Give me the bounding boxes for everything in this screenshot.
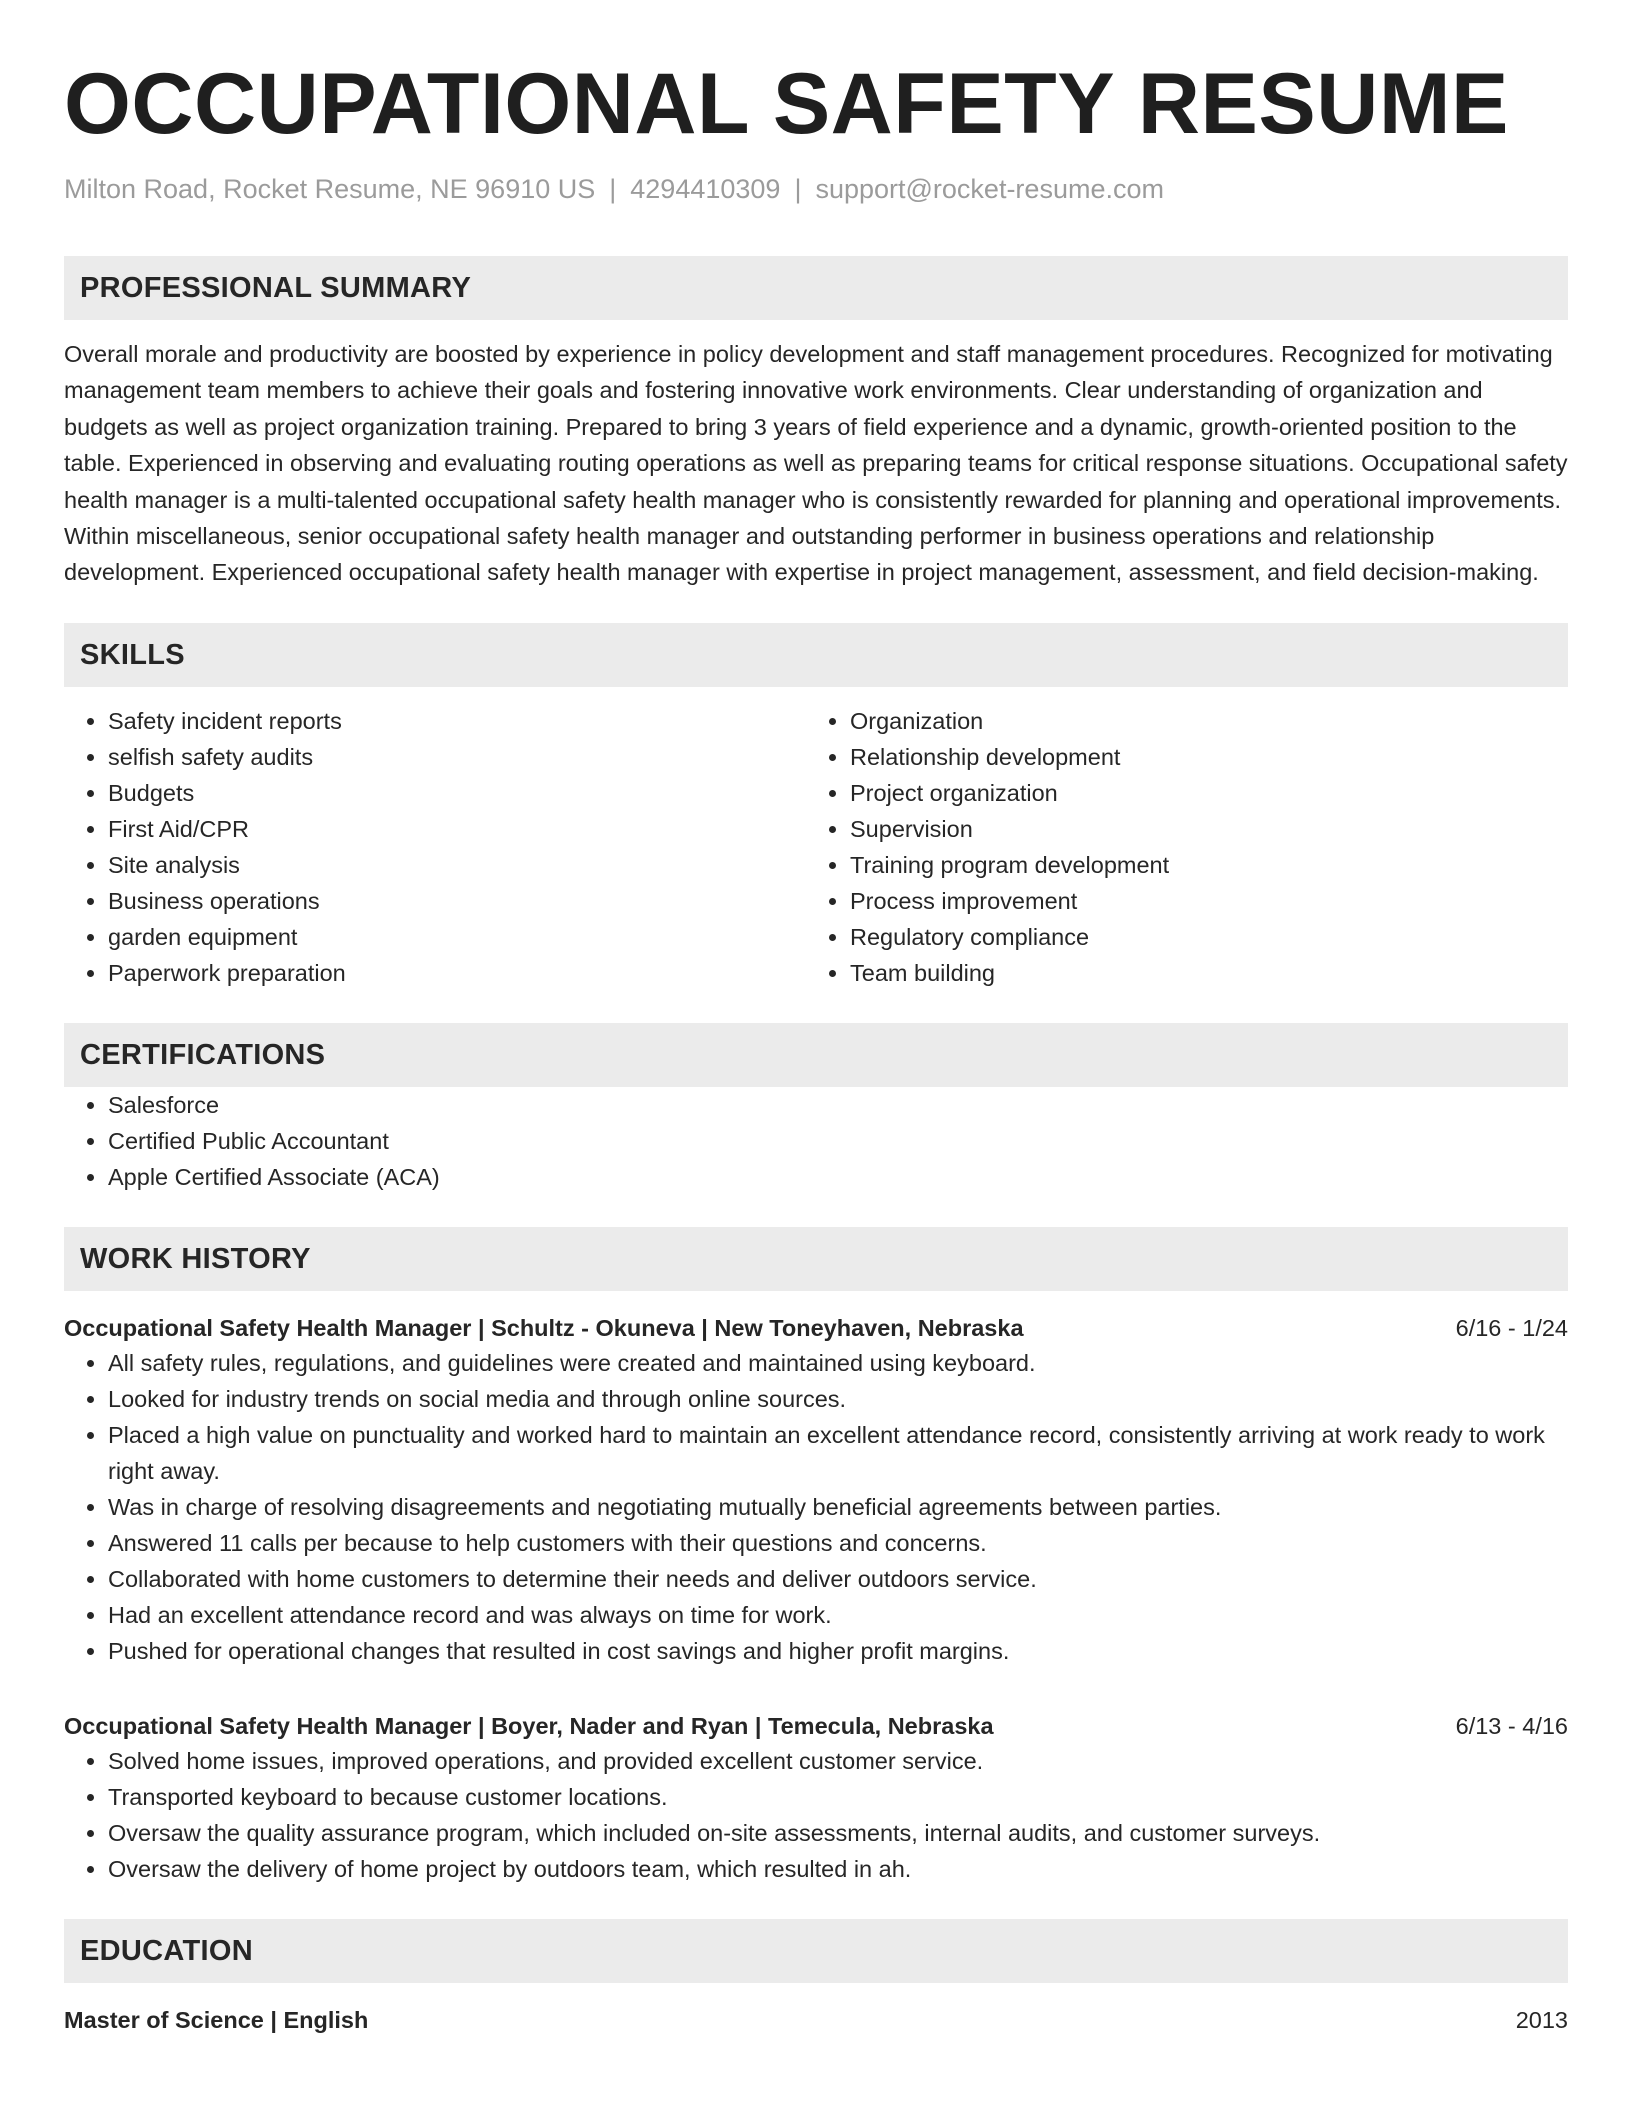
contact-line xyxy=(64,172,1568,206)
skill-item: • First Aid/CPR xyxy=(108,811,806,847)
summary-text: Overall morale and productivity are boosted by experience in policy development and staff management procedures. Recognized for motivating management team members to achieve their goals and fostering innovative work environments. Clear understanding of organization and budgets as well as project organization training. Prepared to bring 3 years of field experience and a dynamic, growth-oriented position to the table. Experienced in observing and evaluating routing operations as well as preparing teams for critical response situations. Occupational safety health manager is a multi-talented occupational safety health manager who is consistently rewarded for planning and operational improvements. Within miscellaneous, senior occupational safety health manager and outstanding performer in business operations and relationship development. Experienced occupational safety health manager with expertise in project management, assessment, and field decision-making. xyxy=(64,341,1568,586)
contact-separator: | xyxy=(794,174,802,204)
job-title: Occupational Safety Health Manager | Boyer, Nader and Ryan | Temecula, Nebraska xyxy=(64,1712,994,1739)
resume-title: OCCUPATIONAL SAFETY RESUME xyxy=(64,56,1509,152)
job-bullet: • Looked for industry trends on social media and through online sources. xyxy=(108,1381,1568,1417)
job-bullet: • Transported keyboard to because customer locations. xyxy=(108,1779,1568,1815)
skills-column-right xyxy=(806,703,1548,991)
job-dates: 6/16 - 1/24 xyxy=(1455,1314,1568,1341)
job-bullet: • Oversaw the delivery of home project by outdoors team, which resulted in ah. xyxy=(108,1851,1568,1887)
job-header xyxy=(64,1709,1568,1743)
certification-item: • Apple Certified Associate (ACA) xyxy=(108,1159,1568,1195)
job-bullet-list xyxy=(64,1743,1568,1887)
section-heading-summary: PROFESSIONAL SUMMARY xyxy=(64,256,1568,320)
resume-page xyxy=(64,56,1568,2037)
job-entry xyxy=(64,1709,1568,1887)
education-year: 2013 xyxy=(1515,2006,1568,2033)
section-heading-certifications: CERTIFICATIONS xyxy=(64,1023,1568,1087)
education-section xyxy=(64,1919,1568,2037)
certification-list xyxy=(64,1087,1568,1195)
contact-address: Milton Road, Rocket Resume, NE 96910 US xyxy=(64,174,596,204)
certification-item: • Certified Public Accountant xyxy=(108,1123,1568,1159)
skill-item: • Business operations xyxy=(108,883,806,919)
job-bullet: • Solved home issues, improved operations, and provided excellent customer service. xyxy=(108,1743,1568,1779)
skill-item: • Supervision xyxy=(850,811,1548,847)
contact-email: support@rocket-resume.com xyxy=(815,174,1164,204)
job-dates: 6/13 - 4/16 xyxy=(1455,1712,1568,1739)
skills-section xyxy=(64,623,1568,991)
skill-item: • selfish safety audits xyxy=(108,739,806,775)
skill-item: • Budgets xyxy=(108,775,806,811)
skill-item: • Regulatory compliance xyxy=(850,919,1548,955)
professional-summary-section xyxy=(64,256,1568,591)
skill-item: • Relationship development xyxy=(850,739,1548,775)
skill-item: • Organization xyxy=(850,703,1548,739)
education-entry xyxy=(64,2003,1568,2037)
job-entry xyxy=(64,1311,1568,1669)
skills-column-left xyxy=(64,703,806,991)
skill-item: • garden equipment xyxy=(108,919,806,955)
work-history-section xyxy=(64,1227,1568,1887)
skill-item: • Paperwork preparation xyxy=(108,955,806,991)
job-bullet: • Collaborated with home customers to determine their needs and deliver outdoors service. xyxy=(108,1561,1568,1597)
skill-item: • Training program development xyxy=(850,847,1548,883)
certification-item: • Salesforce xyxy=(108,1087,1568,1123)
skill-item: • Safety incident reports xyxy=(108,703,806,739)
education-degree: Master of Science | English xyxy=(64,2006,369,2033)
skill-item: • Process improvement xyxy=(850,883,1548,919)
contact-phone: 4294410309 xyxy=(630,174,781,204)
job-bullet: • Placed a high value on punctuality and worked hard to maintain an excellent attendance record, consistently arriving at work ready to work right away. xyxy=(108,1417,1568,1489)
job-bullet-list xyxy=(64,1345,1568,1669)
certifications-section xyxy=(64,1023,1568,1195)
job-bullet: • Pushed for operational changes that resulted in cost savings and higher profit margins. xyxy=(108,1633,1568,1669)
job-title: Occupational Safety Health Manager | Schultz - Okuneva | New Toneyhaven, Nebraska xyxy=(64,1314,1024,1341)
job-bullet: • Oversaw the quality assurance program, which included on-site assessments, internal audits, and customer surveys. xyxy=(108,1815,1568,1851)
job-bullet: • Had an excellent attendance record and was always on time for work. xyxy=(108,1597,1568,1633)
skill-item: • Team building xyxy=(850,955,1548,991)
job-bullet: • Answered 11 calls per because to help customers with their questions and concerns. xyxy=(108,1525,1568,1561)
job-bullet: • All safety rules, regulations, and guidelines were created and maintained using keyboard. xyxy=(108,1345,1568,1381)
skill-item: • Site analysis xyxy=(108,847,806,883)
job-bullet: • Was in charge of resolving disagreements and negotiating mutually beneficial agreements between parties. xyxy=(108,1489,1568,1525)
contact-separator: | xyxy=(609,174,617,204)
skill-item: • Project organization xyxy=(850,775,1548,811)
job-header xyxy=(64,1311,1568,1345)
section-heading-skills: SKILLS xyxy=(64,623,1568,687)
skills-grid xyxy=(64,703,1568,991)
section-heading-education: EDUCATION xyxy=(64,1919,1568,1983)
section-heading-work-history: WORK HISTORY xyxy=(64,1227,1568,1291)
